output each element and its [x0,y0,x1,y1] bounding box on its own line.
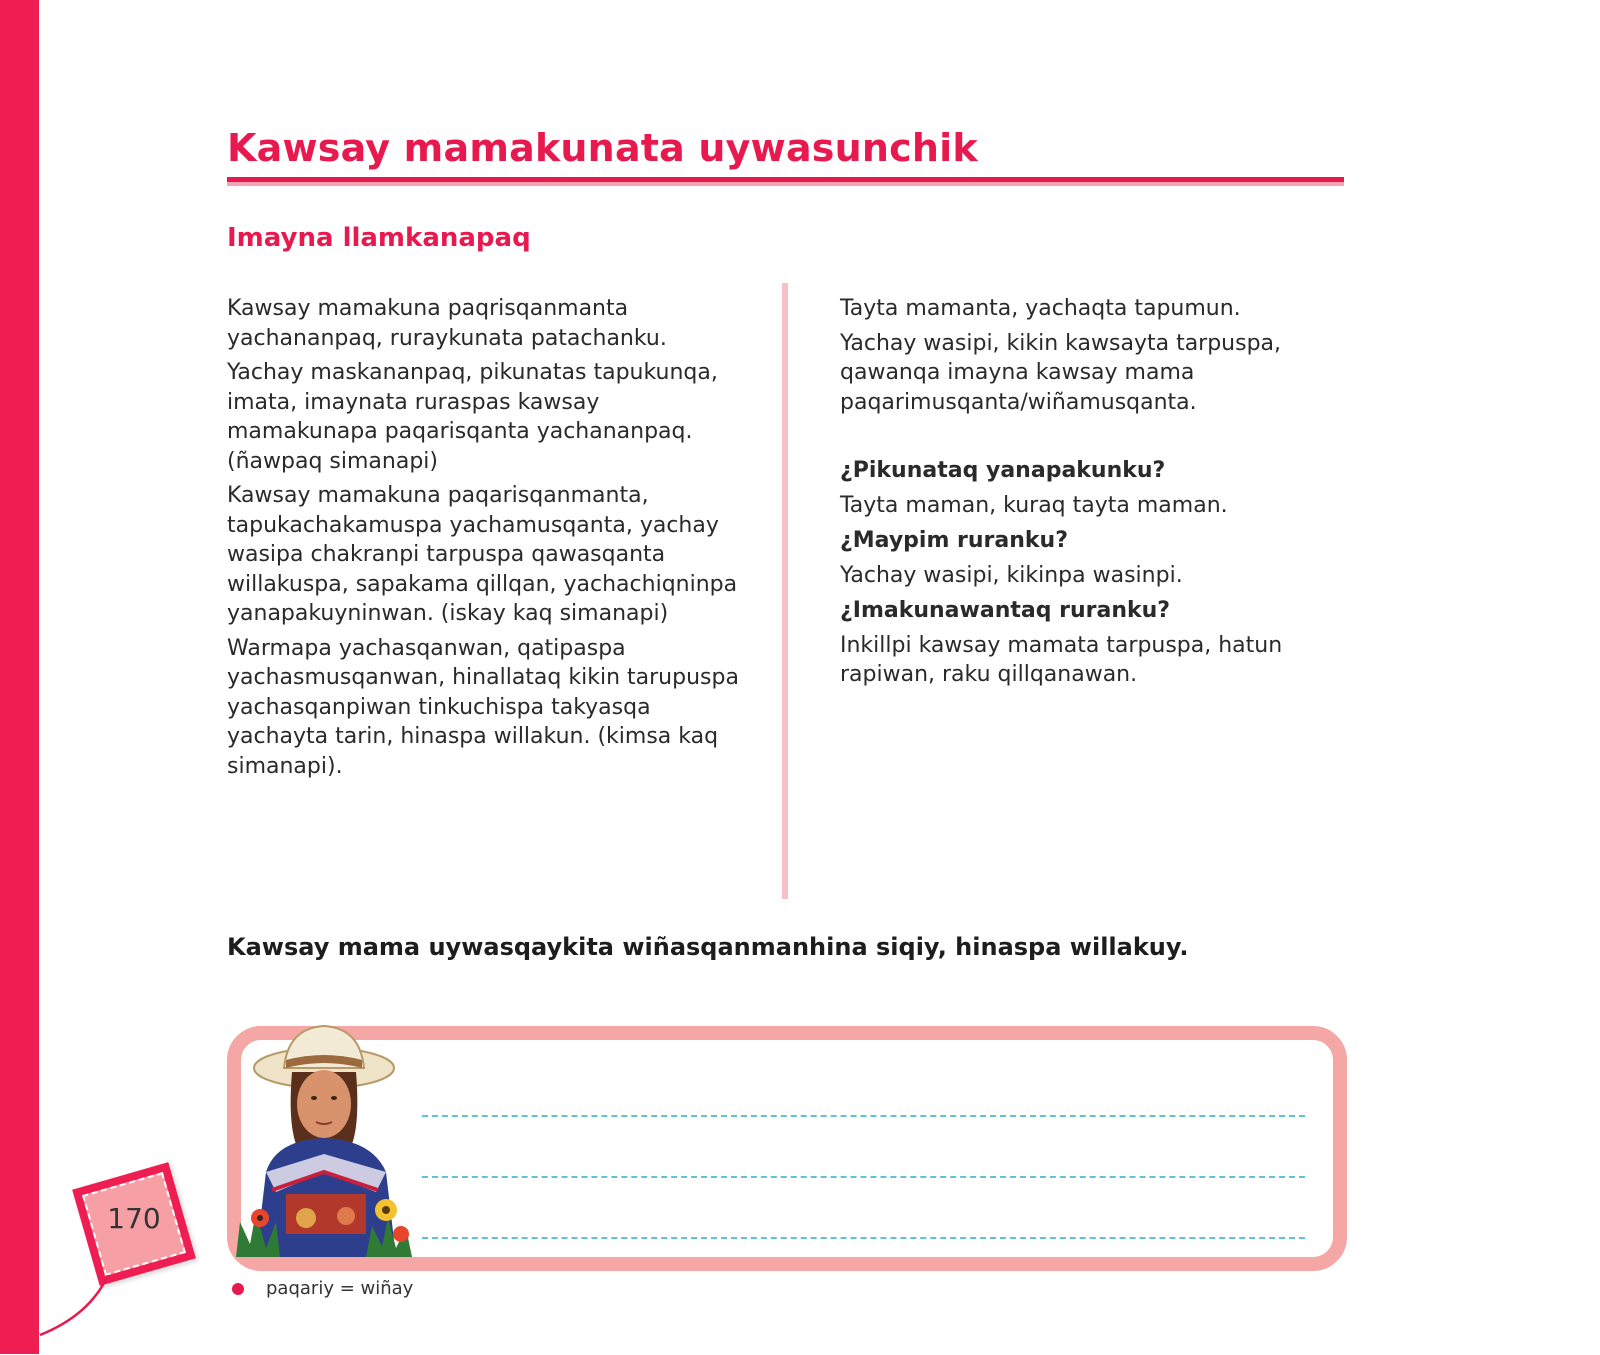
page-edge-band [0,0,39,1354]
left-paragraph-3: Kawsay mamakuna paqarisqanmanta, tapukachakamuspa yachamusqanta, yachay wasipa chakranpi tarpuspa qawasqanta willakuspa, sapakama qillqan, yachachiqninpa yanapakuyninwan. (iskay kaq simanapi) [227,483,738,626]
left-column [227,294,747,786]
girl-illustration [236,1022,426,1257]
left-paragraph-4: Warmapa yachasqanwan, qatipaspa yachasmusqanwan, hinallataq kikin tarupuspa yachasqanpiwan tinkuchispa takyasqa yachayta tarin, hinaspa willakun. (kimsa kaq simanapi). [227,635,739,779]
activity-instruction: Kawsay mama uywasqaykita wiñasqanmanhina siqiy, hinaspa willakuy. [227,933,1189,961]
writing-line-2[interactable] [422,1176,1305,1178]
page-title: Kawsay mamakunata uywasunchik [227,126,978,170]
title-underline [227,177,1344,186]
bullet-icon [232,1283,244,1295]
answer-2: Yachay wasipi, kikinpa wasinpi. [840,562,1183,588]
footnote [232,1278,413,1299]
page-number-badge [78,1168,190,1280]
kite-string [30,1275,130,1355]
writing-line-1[interactable] [422,1115,1305,1117]
page-number: 170 [107,1202,161,1235]
question-1: ¿Pikunataq yanapakunku? [840,458,1166,483]
question-3: ¿Imakunawantaq ruranku? [840,598,1171,623]
footnote-text: paqariy = wiñay [266,1278,414,1299]
left-paragraph-1: Kawsay mamakuna paqrisqanmanta yachananpaq, ruraykunata patachanku. [227,296,667,351]
question-2: ¿Maypim ruranku? [840,528,1068,553]
right-column [840,294,1330,695]
writing-line-3[interactable] [422,1237,1305,1239]
right-intro-1: Tayta mamanta, yachaqta tapumun. [840,296,1241,321]
column-divider [782,283,788,899]
left-paragraph-2: Yachay maskananpaq, pikunatas tapukunqa, imata, imaynata ruraspas kawsay mamakunapa paqarisqanta yachananpaq. (ñawpaq simanapi) [227,360,718,474]
answer-3: Inkillpi kawsay mamata tarpuspa, hatun rapiwan, raku qillqanawan. [840,632,1283,687]
right-intro-2: Yachay wasipi, kikin kawsayta tarpuspa, qawanqa imayna kawsay mama paqarimusqanta/wiñamusqanta. [840,330,1282,415]
section-subtitle: Imayna llamkanapaq [227,223,531,253]
answer-1: Tayta maman, kuraq tayta maman. [840,492,1228,518]
